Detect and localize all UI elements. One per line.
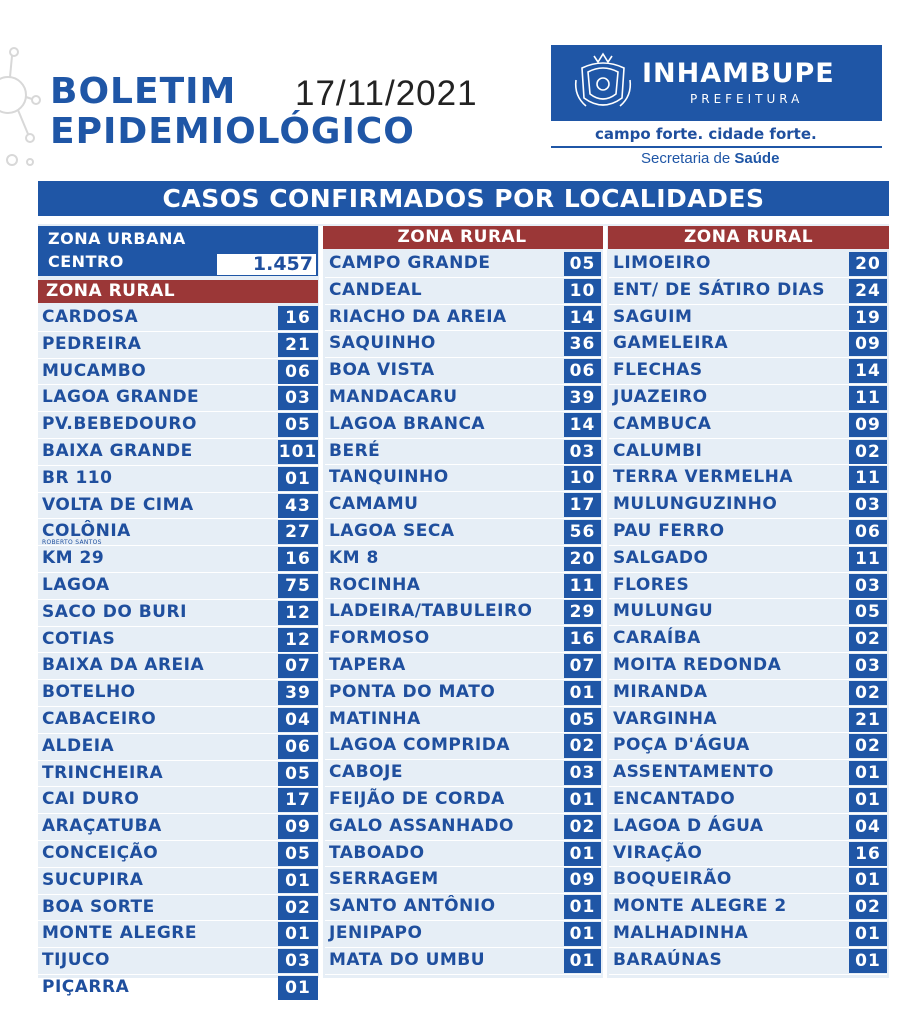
locality-name: LIMOEIRO xyxy=(613,253,712,273)
locality-name: COTIAS xyxy=(42,628,116,649)
table-row xyxy=(325,465,601,492)
locality-name: CARDOSA xyxy=(42,307,139,327)
locality-name: LAGOA COMPRIDA xyxy=(329,735,511,756)
zona-urbana-title: ZONA URBANA xyxy=(48,229,186,248)
column-divider xyxy=(603,226,607,978)
case-count: 17 xyxy=(278,788,318,812)
table-row xyxy=(38,948,318,975)
case-count: 03 xyxy=(564,761,601,785)
case-count: 01 xyxy=(278,976,318,1000)
table-row xyxy=(609,385,887,412)
table-row xyxy=(38,761,318,788)
table-row xyxy=(325,921,601,948)
table-row xyxy=(38,412,318,439)
zona-urbana-value: 1.457 xyxy=(217,254,316,275)
case-count: 01 xyxy=(849,922,887,946)
table-row xyxy=(325,278,601,305)
locality-name: MANDACARU xyxy=(329,386,458,407)
case-count: 01 xyxy=(564,922,601,946)
case-count: 01 xyxy=(278,467,318,491)
locality-name: SALGADO xyxy=(613,547,709,568)
locality-name: BARAÚNAS xyxy=(613,949,723,970)
case-count: 14 xyxy=(849,359,887,383)
case-count: 27 xyxy=(278,520,318,544)
case-count: 14 xyxy=(564,306,601,330)
table-row xyxy=(38,975,318,1002)
locality-name: MIRANDA xyxy=(613,681,708,702)
title-line-2: EPIDEMIOLÓGICO xyxy=(50,111,415,152)
locality-name: BOQUEIRÃO xyxy=(613,869,732,890)
rural-header-2: ZONA RURAL xyxy=(321,226,603,249)
logo-divider xyxy=(551,146,882,148)
locality-name: FLORES xyxy=(613,574,690,595)
locality-name: TABOADO xyxy=(329,842,425,863)
table-row xyxy=(609,358,887,385)
locality-name: JENIPAPO xyxy=(329,922,423,943)
table-row xyxy=(325,867,601,894)
case-count: 09 xyxy=(849,332,887,356)
case-count: 02 xyxy=(564,734,601,758)
table-row xyxy=(609,412,887,439)
locality-name: CANDEAL xyxy=(329,279,423,300)
case-count: 02 xyxy=(849,627,887,651)
case-count: 11 xyxy=(849,547,887,571)
case-count: 20 xyxy=(849,252,887,276)
table-row xyxy=(609,465,887,492)
case-count: 01 xyxy=(849,949,887,973)
table-row xyxy=(325,680,601,707)
case-count: 12 xyxy=(278,628,318,652)
table-row xyxy=(325,787,601,814)
case-count: 03 xyxy=(849,493,887,517)
table-row xyxy=(609,921,887,948)
table-row xyxy=(609,894,887,921)
section-banner: CASOS CONFIRMADOS POR LOCALIDADES xyxy=(38,181,889,216)
case-count: 11 xyxy=(849,466,887,490)
case-count: 24 xyxy=(849,279,887,303)
locality-name: MALHADINHA xyxy=(613,922,749,943)
table-row xyxy=(325,707,601,734)
case-count: 03 xyxy=(278,386,318,410)
table-row xyxy=(325,760,601,787)
case-count: 01 xyxy=(564,788,601,812)
case-count: 03 xyxy=(849,574,887,598)
table-row xyxy=(325,331,601,358)
case-count: 04 xyxy=(849,815,887,839)
case-count: 06 xyxy=(849,520,887,544)
case-count: 04 xyxy=(278,708,318,732)
slogan: campo forte. cidade forte. xyxy=(595,125,817,143)
table-row xyxy=(38,868,318,895)
locality-name: CAI DURO xyxy=(42,789,140,810)
locality-name: CAMPO GRANDE xyxy=(329,253,491,273)
table-row xyxy=(609,653,887,680)
table-row xyxy=(609,841,887,868)
table-row xyxy=(325,841,601,868)
table-row xyxy=(38,841,318,868)
table-row xyxy=(38,573,318,600)
table-row xyxy=(38,305,318,332)
case-count: 11 xyxy=(849,386,887,410)
table-row xyxy=(38,921,318,948)
locality-name: LAGOA D ÁGUA xyxy=(613,815,764,836)
table-row xyxy=(38,600,318,627)
locality-name: VARGINHA xyxy=(613,708,718,729)
case-count: 01 xyxy=(849,761,887,785)
table-row xyxy=(38,466,318,493)
case-count: 14 xyxy=(564,413,601,437)
table-row xyxy=(609,278,887,305)
locality-name: ASSENTAMENTO xyxy=(613,762,774,783)
locality-name: SUCUPIRA xyxy=(42,869,144,890)
locality-name: PAU FERRO xyxy=(613,520,725,541)
case-count: 17 xyxy=(564,493,601,517)
table-row xyxy=(325,492,601,519)
locality-name: PV.BEBEDOURO xyxy=(42,414,197,435)
locality-name: CABOJE xyxy=(329,762,403,783)
table-row xyxy=(609,948,887,975)
locality-name: PIÇARRA xyxy=(42,976,130,997)
case-count: 05 xyxy=(849,600,887,624)
case-count: 12 xyxy=(278,601,318,625)
table-row xyxy=(325,948,601,975)
case-count: 36 xyxy=(564,332,601,356)
case-count: 10 xyxy=(564,466,601,490)
table-row xyxy=(38,895,318,922)
locality-name: KM 8 xyxy=(329,547,379,568)
locality-name: BAIXA GRANDE xyxy=(42,440,193,461)
locality-name: MATA DO UMBU xyxy=(329,949,486,970)
case-count: 02 xyxy=(849,734,887,758)
locality-name: ARAÇATUBA xyxy=(42,816,162,837)
locality-name: LAGOA BRANCA xyxy=(329,413,486,434)
crest-icon xyxy=(572,50,634,114)
table-row xyxy=(609,492,887,519)
table-row xyxy=(325,546,601,573)
locality-name: CONCEIÇÃO xyxy=(42,842,159,863)
table-row xyxy=(325,412,601,439)
table-row xyxy=(609,251,887,278)
table-row xyxy=(38,787,318,814)
locality-name: PONTA DO MATO xyxy=(329,681,496,702)
case-count: 06 xyxy=(564,359,601,383)
case-count: 09 xyxy=(849,413,887,437)
case-count: 03 xyxy=(849,654,887,678)
case-count: 29 xyxy=(564,600,601,624)
table-row xyxy=(38,519,318,546)
case-count: 02 xyxy=(849,895,887,919)
locality-name: GALO ASSANHADO xyxy=(329,815,514,836)
table-row xyxy=(609,707,887,734)
locality-name: CABACEIRO xyxy=(42,708,157,729)
locality-name: SAQUINHO xyxy=(329,333,436,354)
locality-name: MONTE ALEGRE xyxy=(42,923,197,944)
table-row xyxy=(609,599,887,626)
case-count: 56 xyxy=(564,520,601,544)
locality-name: LAGOA SECA xyxy=(329,520,455,541)
secretaria-prefix: Secretaria de xyxy=(641,150,735,167)
case-count: 01 xyxy=(849,788,887,812)
locality-name: MUCAMBO xyxy=(42,360,147,381)
table-row xyxy=(609,546,887,573)
locality-name: GAMELEIRA xyxy=(613,333,729,354)
table-row xyxy=(325,626,601,653)
locality-subname: ROBERTO SANTOS xyxy=(42,539,102,547)
table-row xyxy=(38,332,318,359)
locality-name: ENCANTADO xyxy=(613,788,736,809)
case-count: 09 xyxy=(278,815,318,839)
rural-header-1: ZONA RURAL xyxy=(38,280,318,303)
case-count: 43 xyxy=(278,494,318,518)
table-row xyxy=(325,653,601,680)
table-row xyxy=(609,733,887,760)
secretaria xyxy=(641,150,779,167)
table-row xyxy=(609,305,887,332)
table-row xyxy=(325,599,601,626)
table-row xyxy=(38,439,318,466)
table-row xyxy=(38,627,318,654)
case-count: 16 xyxy=(564,627,601,651)
case-count: 05 xyxy=(564,708,601,732)
case-count: 01 xyxy=(564,842,601,866)
table-row xyxy=(325,358,601,385)
locality-name: TIJUCO xyxy=(42,950,110,971)
case-count: 07 xyxy=(278,654,318,678)
table-row xyxy=(609,814,887,841)
locality-name: MOITA REDONDA xyxy=(613,654,782,675)
table-row xyxy=(38,814,318,841)
locality-name: MATINHA xyxy=(329,708,421,729)
locality-name: FEIJÃO DE CORDA xyxy=(329,788,505,809)
locality-name: RIACHO DA AREIA xyxy=(329,306,507,327)
table-row xyxy=(609,760,887,787)
case-count: 07 xyxy=(564,654,601,678)
locality-name: MONTE ALEGRE 2 xyxy=(613,896,787,917)
locality-name: JUAZEIRO xyxy=(613,386,708,407)
case-count: 21 xyxy=(849,708,887,732)
case-count: 01 xyxy=(564,949,601,973)
locality-name: POÇA D'ÁGUA xyxy=(613,735,750,756)
locality-name: SAGUIM xyxy=(613,306,693,327)
case-count: 39 xyxy=(564,386,601,410)
table-row xyxy=(38,493,318,520)
locality-name: BOTELHO xyxy=(42,682,136,703)
case-count: 05 xyxy=(278,842,318,866)
table-row xyxy=(609,439,887,466)
locality-name: CALUMBI xyxy=(613,440,703,461)
table-row xyxy=(325,814,601,841)
case-count: 03 xyxy=(564,440,601,464)
table-row xyxy=(325,573,601,600)
locality-name: CARAÍBA xyxy=(613,628,701,649)
table-row xyxy=(38,385,318,412)
case-count: 02 xyxy=(849,440,887,464)
column-divider xyxy=(319,226,323,978)
locality-name: LAGOA GRANDE xyxy=(42,387,200,408)
locality-name: BR 110 xyxy=(42,467,113,488)
case-count: 05 xyxy=(278,413,318,437)
locality-name: ENT/ DE SÁTIRO DIAS xyxy=(613,279,826,300)
case-count: 01 xyxy=(849,868,887,892)
case-count: 19 xyxy=(849,306,887,330)
title-line-1: BOLETIM xyxy=(50,71,237,112)
locality-name: COLÔNIA xyxy=(42,521,131,542)
case-count: 10 xyxy=(564,279,601,303)
locality-name: CAMAMU xyxy=(329,494,419,515)
table-row xyxy=(609,787,887,814)
case-count: 06 xyxy=(278,360,318,384)
locality-name: VOLTA DE CIMA xyxy=(42,494,194,515)
logo-name: INHAMBUPE xyxy=(642,58,835,89)
table-row xyxy=(325,251,601,278)
locality-name: BOA VISTA xyxy=(329,360,435,381)
zona-urbana-label: CENTRO xyxy=(48,252,124,271)
locality-name: PEDREIRA xyxy=(42,333,142,354)
case-count: 06 xyxy=(278,735,318,759)
table-row xyxy=(325,894,601,921)
table-row xyxy=(609,867,887,894)
rural-header-3: ZONA RURAL xyxy=(608,226,889,249)
table-row xyxy=(325,385,601,412)
case-count: 21 xyxy=(278,333,318,357)
case-count: 05 xyxy=(564,252,601,276)
locality-name: TANQUINHO xyxy=(329,467,449,488)
locality-name: LAGOA xyxy=(42,574,110,595)
logo-subtitle: PREFEITURA xyxy=(690,92,804,106)
locality-name: BOA SORTE xyxy=(42,896,155,917)
locality-name: CAMBUCA xyxy=(613,413,712,434)
locality-name: SACO DO BURI xyxy=(42,601,187,622)
case-count: 16 xyxy=(849,842,887,866)
case-count: 02 xyxy=(564,815,601,839)
locality-name: ALDEIA xyxy=(42,735,115,756)
case-count: 101 xyxy=(278,441,318,462)
locality-name: BAIXA DA AREIA xyxy=(42,655,205,676)
case-count: 05 xyxy=(278,762,318,786)
table-row xyxy=(325,305,601,332)
locality-name: TRINCHEIRA xyxy=(42,762,164,783)
case-count: 01 xyxy=(564,681,601,705)
locality-name: MULUNGUZINHO xyxy=(613,494,778,515)
secretaria-bold: Saúde xyxy=(734,150,780,167)
column-2 xyxy=(325,251,601,975)
locality-name: VIRAÇÃO xyxy=(613,842,703,863)
table-row xyxy=(325,439,601,466)
locality-name: TAPERA xyxy=(329,654,406,675)
table-row xyxy=(38,653,318,680)
case-count: 09 xyxy=(564,868,601,892)
column-3 xyxy=(609,251,887,975)
case-count: 01 xyxy=(564,895,601,919)
table-row xyxy=(38,707,318,734)
locality-name: KM 29 xyxy=(42,548,105,569)
table-row xyxy=(609,331,887,358)
locality-name: SANTO ANTÔNIO xyxy=(329,896,496,917)
table-row xyxy=(609,573,887,600)
table-row xyxy=(38,546,318,573)
column-1 xyxy=(38,305,318,1002)
bulletin-date: 17/11/2021 xyxy=(295,74,478,113)
locality-name: MULUNGU xyxy=(613,601,714,622)
case-count: 16 xyxy=(278,547,318,571)
locality-name: ROCINHA xyxy=(329,574,421,595)
locality-name: SERRAGEM xyxy=(329,869,439,890)
case-count: 01 xyxy=(278,922,318,946)
case-count: 03 xyxy=(278,949,318,973)
table-row xyxy=(38,734,318,761)
locality-name: FLECHAS xyxy=(613,360,703,381)
virus-icon xyxy=(0,40,46,170)
case-count: 02 xyxy=(849,681,887,705)
table-row xyxy=(325,519,601,546)
case-count: 02 xyxy=(278,896,318,920)
case-count: 01 xyxy=(278,869,318,893)
table-row xyxy=(609,519,887,546)
case-count: 75 xyxy=(278,574,318,598)
locality-name: LADEIRA/TABULEIRO xyxy=(329,601,533,622)
table-row xyxy=(325,733,601,760)
locality-name: TERRA VERMELHA xyxy=(613,467,794,488)
case-count: 39 xyxy=(278,681,318,705)
table-row xyxy=(38,359,318,386)
locality-name: FORMOSO xyxy=(329,628,430,649)
table-row xyxy=(38,680,318,707)
case-count: 11 xyxy=(564,574,601,598)
case-count: 16 xyxy=(278,306,318,330)
table-row xyxy=(609,626,887,653)
table-row xyxy=(609,680,887,707)
locality-name: BERÉ xyxy=(329,440,381,461)
case-count: 20 xyxy=(564,547,601,571)
